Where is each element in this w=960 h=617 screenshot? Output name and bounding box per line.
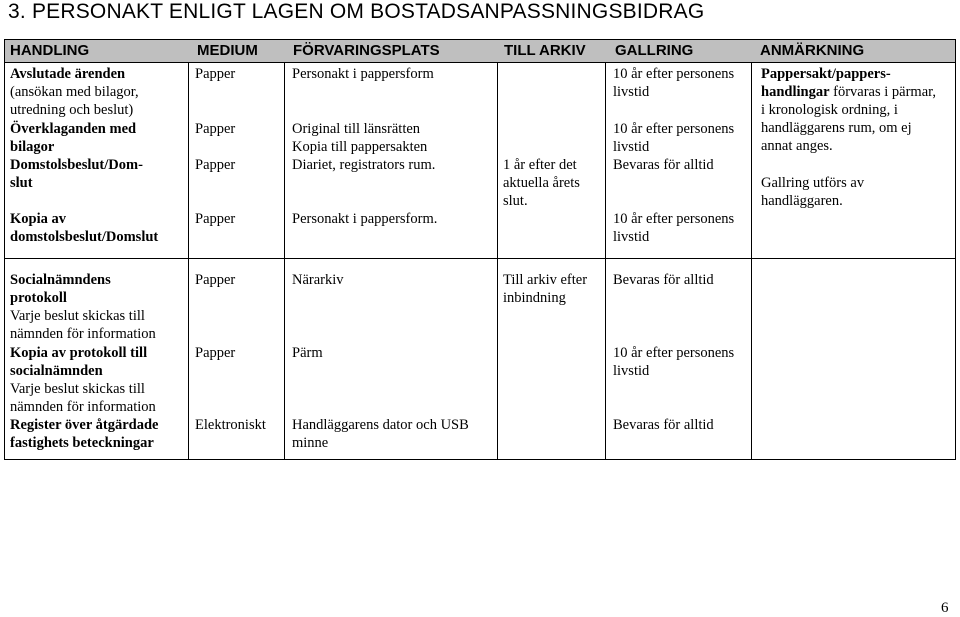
medium-text: Papper [195, 345, 236, 361]
forvaringsplats-text: Original till länsrätten [292, 121, 421, 137]
forvaringsplats-text: Kopia till pappersakten [292, 139, 428, 155]
forvaringsplats-text: Personakt i pappersform. [292, 211, 438, 227]
handling-text: domstolsbeslut/Domslut [10, 229, 159, 245]
till-arkiv-text: 1 år efter det [503, 157, 577, 173]
medium-text: Papper [195, 157, 236, 173]
column-divider [497, 62, 498, 460]
group-separator [5, 258, 955, 259]
handling-text: Domstolsbeslut/Dom- [10, 157, 143, 173]
header-till-arkiv: TILL ARKIV [504, 42, 586, 59]
gallring-text: Bevaras för alltid [613, 272, 714, 288]
till-arkiv-text: aktuella årets [503, 175, 580, 191]
header-handling: HANDLING [10, 42, 90, 59]
header-anmarkning: ANMÄRKNING [760, 42, 865, 59]
handling-text: protokoll [10, 290, 67, 306]
forvaringsplats-text: Diariet, registrators rum. [292, 157, 436, 173]
handling-text: (ansökan med bilagor, [10, 84, 139, 100]
medium-text: Papper [195, 121, 236, 137]
gallring-note-text: handläggaren. [761, 193, 843, 209]
gallring-text: livstid [613, 139, 650, 155]
column-divider [284, 62, 285, 460]
handling-text: nämnden för information [10, 399, 156, 415]
page-number: 6 [941, 600, 949, 616]
header-medium: MEDIUM [197, 42, 258, 59]
gallring-text: 10 år efter personens [613, 211, 735, 227]
gallring-text: livstid [613, 229, 650, 245]
handling-text: Överklaganden med [10, 121, 137, 137]
note-text [761, 83, 936, 101]
medium-text: Elektroniskt [195, 417, 266, 433]
forvaringsplats-text: Personakt i pappersform [292, 66, 434, 82]
gallring-text: 10 år efter personens [613, 121, 735, 137]
page-title: 3. PERSONAKT ENLIGT LAGEN OM BOSTADSANPASSNINGSBIDRAG [8, 0, 705, 23]
note-text: förvaras i pärmar, [829, 84, 937, 100]
gallring-text: livstid [613, 363, 650, 379]
gallring-note-text: Gallring utförs av [761, 175, 865, 191]
handling-text: Kopia av protokoll till [10, 345, 148, 361]
medium-text: Papper [195, 272, 236, 288]
gallring-text: livstid [613, 84, 650, 100]
handling-text: Avslutade ärenden [10, 66, 126, 82]
column-divider [605, 62, 606, 460]
handling-text: slut [10, 175, 33, 191]
forvaringsplats-text: Närarkiv [292, 272, 344, 288]
handling-text: nämnden för information [10, 326, 156, 342]
handling-text: Varje beslut skickas till [10, 308, 145, 324]
medium-text: Papper [195, 211, 236, 227]
forvaringsplats-text: Pärm [292, 345, 323, 361]
till-arkiv-text: inbindning [503, 290, 566, 306]
gallring-text: Bevaras för alltid [613, 417, 714, 433]
handling-text: bilagor [10, 139, 55, 155]
note-text: Pappersakt/pappers- [761, 66, 891, 82]
forvaringsplats-text: Handläggarens dator och USB [292, 417, 469, 433]
till-arkiv-text: slut. [503, 193, 528, 209]
note-text: annat anges. [761, 138, 833, 154]
column-divider [751, 62, 752, 460]
medium-text: Papper [195, 66, 236, 82]
handling-text: utredning och beslut) [10, 102, 134, 118]
gallring-text: 10 år efter personens [613, 345, 735, 361]
gallring-text: Bevaras för alltid [613, 157, 714, 173]
note-text: handläggarens rum, om ej [761, 120, 912, 136]
column-divider [188, 62, 189, 460]
handling-text: Socialnämndens [10, 272, 111, 288]
handling-text: Kopia av [10, 211, 66, 227]
header-forvaringsplats: FÖRVARINGSPLATS [293, 42, 440, 59]
handling-text: fastighets beteckningar [10, 435, 154, 451]
forvaringsplats-text: minne [292, 435, 329, 451]
gallring-text: 10 år efter personens [613, 66, 735, 82]
till-arkiv-text: Till arkiv efter [503, 272, 588, 288]
note-bold-text: handlingar [761, 84, 830, 100]
handling-text: Register över åtgärdade [10, 417, 159, 433]
header-gallring: GALLRING [615, 42, 694, 59]
note-text: i kronologisk ordning, i [761, 102, 898, 118]
handling-text: Varje beslut skickas till [10, 381, 145, 397]
handling-text: socialnämnden [10, 363, 103, 379]
